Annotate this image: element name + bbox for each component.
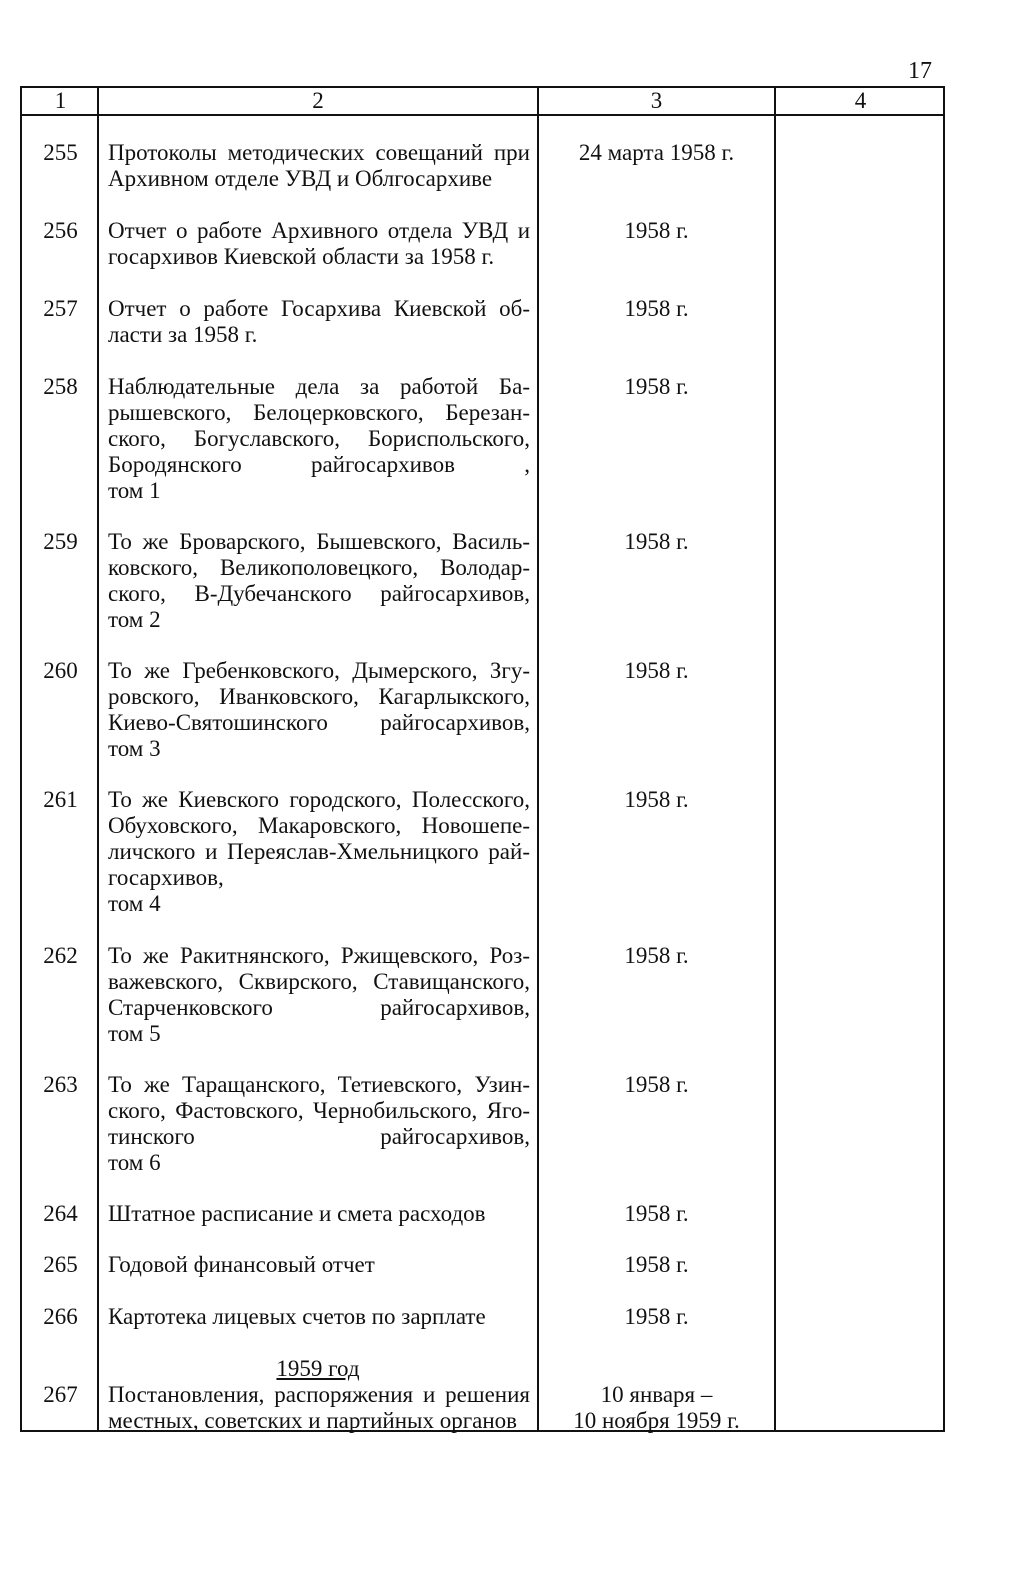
description-line: ского, Богуславского, Бориспольского, bbox=[108, 426, 530, 451]
row-description bbox=[108, 140, 530, 192]
row-number: 264 bbox=[43, 1201, 78, 1226]
description-line: том 1 bbox=[108, 478, 161, 503]
row-description bbox=[108, 1304, 530, 1330]
row-date: 1958 г. bbox=[624, 374, 689, 399]
description-line: Бородянского райгосархивов , bbox=[108, 452, 530, 477]
row-description bbox=[108, 1201, 530, 1227]
row-description bbox=[108, 1072, 530, 1176]
description-line: том 2 bbox=[108, 607, 161, 632]
column-divider bbox=[537, 88, 539, 1430]
table-header bbox=[22, 88, 943, 116]
row-number: 255 bbox=[43, 140, 78, 165]
row-number: 261 bbox=[43, 787, 78, 812]
description-line: рышевского, Белоцерковского, Березан- bbox=[108, 400, 530, 425]
row-number: 262 bbox=[43, 943, 78, 968]
row-date bbox=[539, 1382, 774, 1434]
row-date: 1958 г. bbox=[624, 1304, 689, 1329]
row-description bbox=[108, 529, 530, 633]
row-number: 267 bbox=[43, 1382, 78, 1407]
description-line: То же Броварского, Бышевского, Василь- bbox=[108, 529, 530, 554]
description-line: То же Ракитнянского, Ржищевского, Роз- bbox=[108, 943, 530, 968]
description-line: Картотека лицевых счетов по зарплате bbox=[108, 1304, 486, 1329]
description-line: Постановления, распоряжения и решения bbox=[108, 1382, 530, 1407]
row-date: 1958 г. bbox=[624, 218, 689, 243]
row-number: 259 bbox=[43, 529, 78, 554]
row-number: 266 bbox=[43, 1304, 78, 1329]
description-line: То же Таращанского, Тетиевского, Узин- bbox=[108, 1072, 530, 1097]
row-number: 257 bbox=[43, 296, 78, 321]
column-header-1: 1 bbox=[54, 88, 67, 113]
description-line: Отчет о работе Архивного отдела УВД и bbox=[108, 218, 530, 243]
description-line: госархивов Киевской области за 1958 г. bbox=[108, 244, 495, 269]
row-date: 1958 г. bbox=[624, 529, 689, 554]
column-header-4: 4 bbox=[854, 88, 867, 113]
description-line: ского, В-Дубечанского райгосархивов, bbox=[108, 581, 530, 606]
row-date: 24 марта 1958 г. bbox=[578, 140, 735, 165]
row-number: 260 bbox=[43, 658, 78, 683]
description-line: госархивов, bbox=[108, 865, 224, 890]
description-line: том 3 bbox=[108, 736, 161, 761]
row-description bbox=[108, 787, 530, 917]
description-line: том 6 bbox=[108, 1150, 161, 1175]
description-line: Штатное расписание и смета расходов bbox=[108, 1201, 486, 1226]
description-line: То же Киевского городского, Полесского, bbox=[108, 787, 530, 812]
row-date: 1958 г. bbox=[624, 787, 689, 812]
description-line: Старченковского райгосархивов, bbox=[108, 995, 530, 1020]
row-date: 1958 г. bbox=[624, 1252, 689, 1277]
row-date: 1958 г. bbox=[624, 943, 689, 968]
row-date: 1958 г. bbox=[624, 1201, 689, 1226]
description-line: Архивном отделе УВД и Облгосархиве bbox=[108, 166, 493, 191]
date-line: 10 января – bbox=[600, 1382, 713, 1407]
row-number: 263 bbox=[43, 1072, 78, 1097]
column-header-2: 2 bbox=[312, 88, 324, 113]
row-number: 256 bbox=[43, 218, 78, 243]
description-line: важевского, Сквирского, Ставищанского, bbox=[108, 969, 530, 994]
row-description bbox=[108, 218, 530, 270]
description-line: Отчет о работе Госархива Киевской об- bbox=[108, 296, 530, 321]
description-line: личского и Переяслав-Хмельницкого рай- bbox=[108, 839, 530, 864]
description-line: Киево-Святошинского райгосархивов, bbox=[108, 710, 530, 735]
description-line: ласти за 1958 г. bbox=[108, 322, 258, 347]
description-line: том 4 bbox=[108, 891, 161, 916]
date-line: 10 ноября 1959 г. bbox=[573, 1408, 740, 1433]
row-description bbox=[108, 658, 530, 762]
description-line: том 5 bbox=[108, 1021, 161, 1046]
section-heading-1959: 1959 год bbox=[276, 1356, 360, 1381]
description-line: Протоколы методических совещаний при bbox=[108, 140, 530, 165]
row-description bbox=[108, 1382, 530, 1434]
row-date: 1958 г. bbox=[624, 1072, 689, 1097]
column-header-3: 3 bbox=[650, 88, 663, 113]
row-description bbox=[108, 374, 530, 504]
row-number: 265 bbox=[43, 1252, 78, 1277]
column-divider bbox=[774, 88, 776, 1430]
column-divider bbox=[97, 88, 99, 1430]
description-line: местных, советских и партийных органов bbox=[108, 1408, 518, 1433]
description-line: ровского, Иванковского, Кагарлыкского, bbox=[108, 684, 530, 709]
row-date: 1958 г. bbox=[624, 296, 689, 321]
row-description bbox=[108, 296, 530, 348]
description-line: Годовой финансовый отчет bbox=[108, 1252, 375, 1277]
description-line: тинского райгосархивов, bbox=[108, 1124, 530, 1149]
page-number: 17 bbox=[908, 58, 932, 84]
description-line: Наблюдательные дела за работой Ба- bbox=[108, 374, 530, 399]
description-line: Обуховского, Макаровского, Новошепе- bbox=[108, 813, 530, 838]
description-line: ского, Фастовского, Чернобильского, Яго- bbox=[108, 1098, 530, 1123]
inventory-table bbox=[20, 86, 945, 1432]
description-line: ковского, Великополовецкого, Володар- bbox=[108, 555, 530, 580]
row-date: 1958 г. bbox=[624, 658, 689, 683]
row-description bbox=[108, 1252, 530, 1278]
description-line: То же Гребенковского, Дымерского, Згу- bbox=[108, 658, 530, 683]
row-number: 258 bbox=[43, 374, 78, 399]
row-description bbox=[108, 943, 530, 1047]
